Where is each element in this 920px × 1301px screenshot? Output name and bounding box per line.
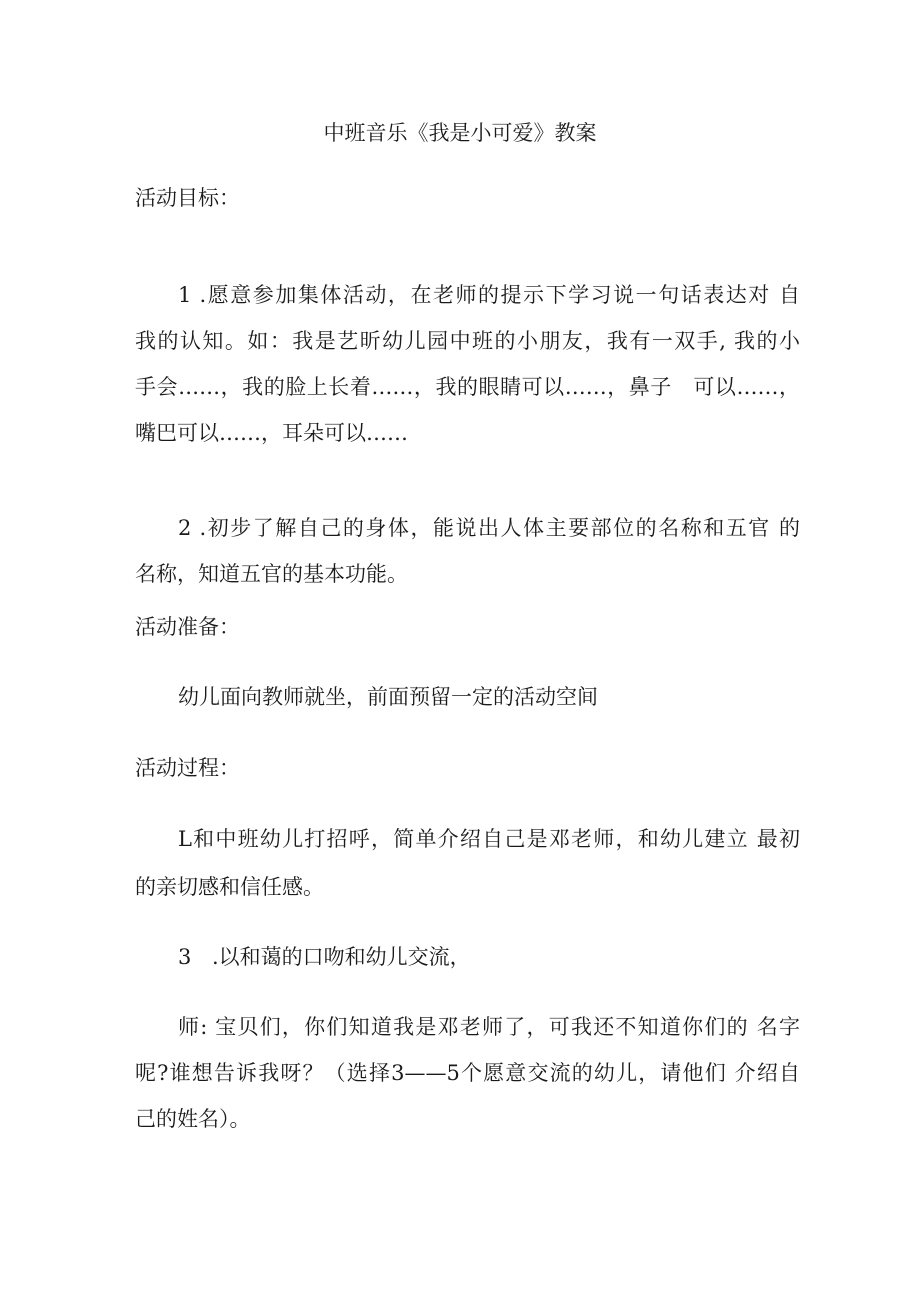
step1-line: L和中班幼儿打招呼，简单介绍自己是邓老师，和幼儿建立 最初 [178,827,800,851]
prep-heading: 活动准备： [135,615,240,639]
step3-text: .以和蔼的口吻和幼儿交流， [212,945,471,969]
step1-line: 的亲切感和信任感。 [135,875,324,899]
dialog-line: 呢?谁想告诉我呀？（选择3——5个愿意交流的幼儿，请他们 介绍自 [135,1061,800,1085]
goal2-line: 名称，知道五官的基本功能。 [135,562,408,586]
document-title: 中班音乐《我是小可爱》教案 [323,121,597,145]
goal1-line: 1 .愿意参加集体活动，在老师的提示下学习说一句话表达对 自 [178,283,800,307]
step3-number: 3 [178,945,192,969]
goal2-line: 2 .初步了解自己的身体，能说出人体主要部位的名称和五官 的 [178,516,800,540]
prep-text: 幼儿面向教师就坐，前面预留一定的活动空间 [178,685,598,709]
dialog-line: 己的姓名）。 [135,1107,251,1131]
goal1-line: 手会……，我的脸上长着……，我的眼睛可以……，鼻子 可以……， [135,375,800,399]
process-heading: 活动过程： [135,756,240,780]
goal1-line: 嘴巴可以……，耳朵可以…… [135,421,408,445]
goal1-line: 我的认知。如：我是艺昕幼儿园中班的小朋友，我有一双手, 我的小 [135,329,800,353]
goals-heading: 活动目标： [135,186,240,210]
dialog-line: 师: 宝贝们，你们知道我是邓老师了，可我还不知道你们的 名字 [178,1015,800,1039]
